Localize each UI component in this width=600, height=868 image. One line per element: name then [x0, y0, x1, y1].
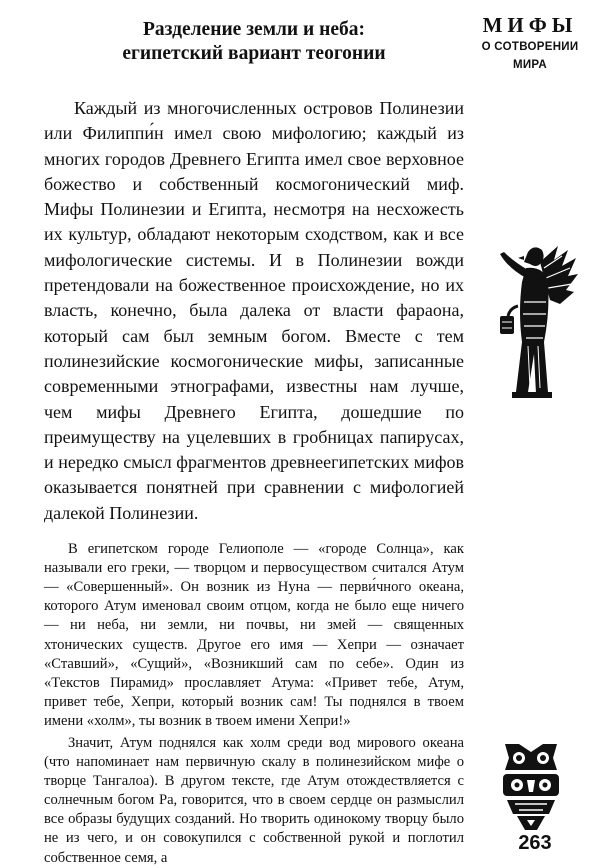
section-header: [480, 12, 580, 74]
totem-mask-illustration-icon: [497, 740, 565, 832]
body-paragraph-2: Значит, Атум поднялся как холм среди вод мирового океана (что напоминает нам первичную скалу в полинезийском мифе о творце Тангалоа). В другом тексте, где Атум отождествляется с солнечным богом Ра, говорится, что в своем сердце он размыслил все образы будущих созданий. Но творить одинокому творцу было не из чего, и он совокупился с собственной рукой и поглотил собственное семя, а: [44, 734, 464, 866]
chapter-title-line-2: египетский вариант теогонии: [122, 43, 386, 64]
section-heading: МИФЫ: [482, 13, 578, 37]
winged-deity-illustration-icon: [488, 242, 580, 402]
section-subheading-line-1: О СОТВОРЕНИИ: [481, 41, 579, 53]
text-column: [44, 18, 464, 868]
chapter-title-line-1: Разделение земли и неба:: [142, 19, 366, 40]
page-number: 263: [518, 832, 552, 854]
body-paragraph-1: В египетском городе Гелиополе — «городе Солнца», как называли его греки, — творцом и первосуществом считался Атум — «Совершенный». Он возник из Нуна — перви́чного океана, которого Атум именовал своим отцом, когда не было еще ничего — ни неба, ни земли, ни почвы, ни змей — священных хтонических существ. Другое его имя — Хепри — означает «Ставший», «Сущий», «Возникший сам по себе». Один из «Текстов Пирамид» прославляет Атума: «Привет тебе, Атум, привет тебе, Хепри, который возник сам! Ты поднялся в твоем имени «холм», ты возник в твоем имени Хепри!»: [44, 541, 464, 729]
section-subheading-line-2: МИРА: [512, 59, 547, 71]
lead-paragraph: Каждый из многочисленных островов Полинезии или Филиппи́н имел свою мифологию; каждый из многих городов Древнего Египта имел свое верховное божество и собственный космогонический миф. Мифы Полинезии и Египта, несмотря на несхожесть их культур, обладают некоторым сходством, как и все мифологические системы. И в Полинезии вожди претендовали на божественное происхождение, но их власть, конечно, была далека от власти фараона, который сам был земным богом. Вместе с тем полинезийские космогонические мифы, записанные современными этнографами, известны нам лучше, чем мифы Древнего Египта, дошедшие по преимуществу на уцелевших в гробницах папирусах, и нередко смысл фрагментов древнеегипетских мифов оказывается понятней при сравнении с мифологией далекой Полинезии.: [44, 98, 464, 523]
chapter-title: [44, 18, 464, 66]
